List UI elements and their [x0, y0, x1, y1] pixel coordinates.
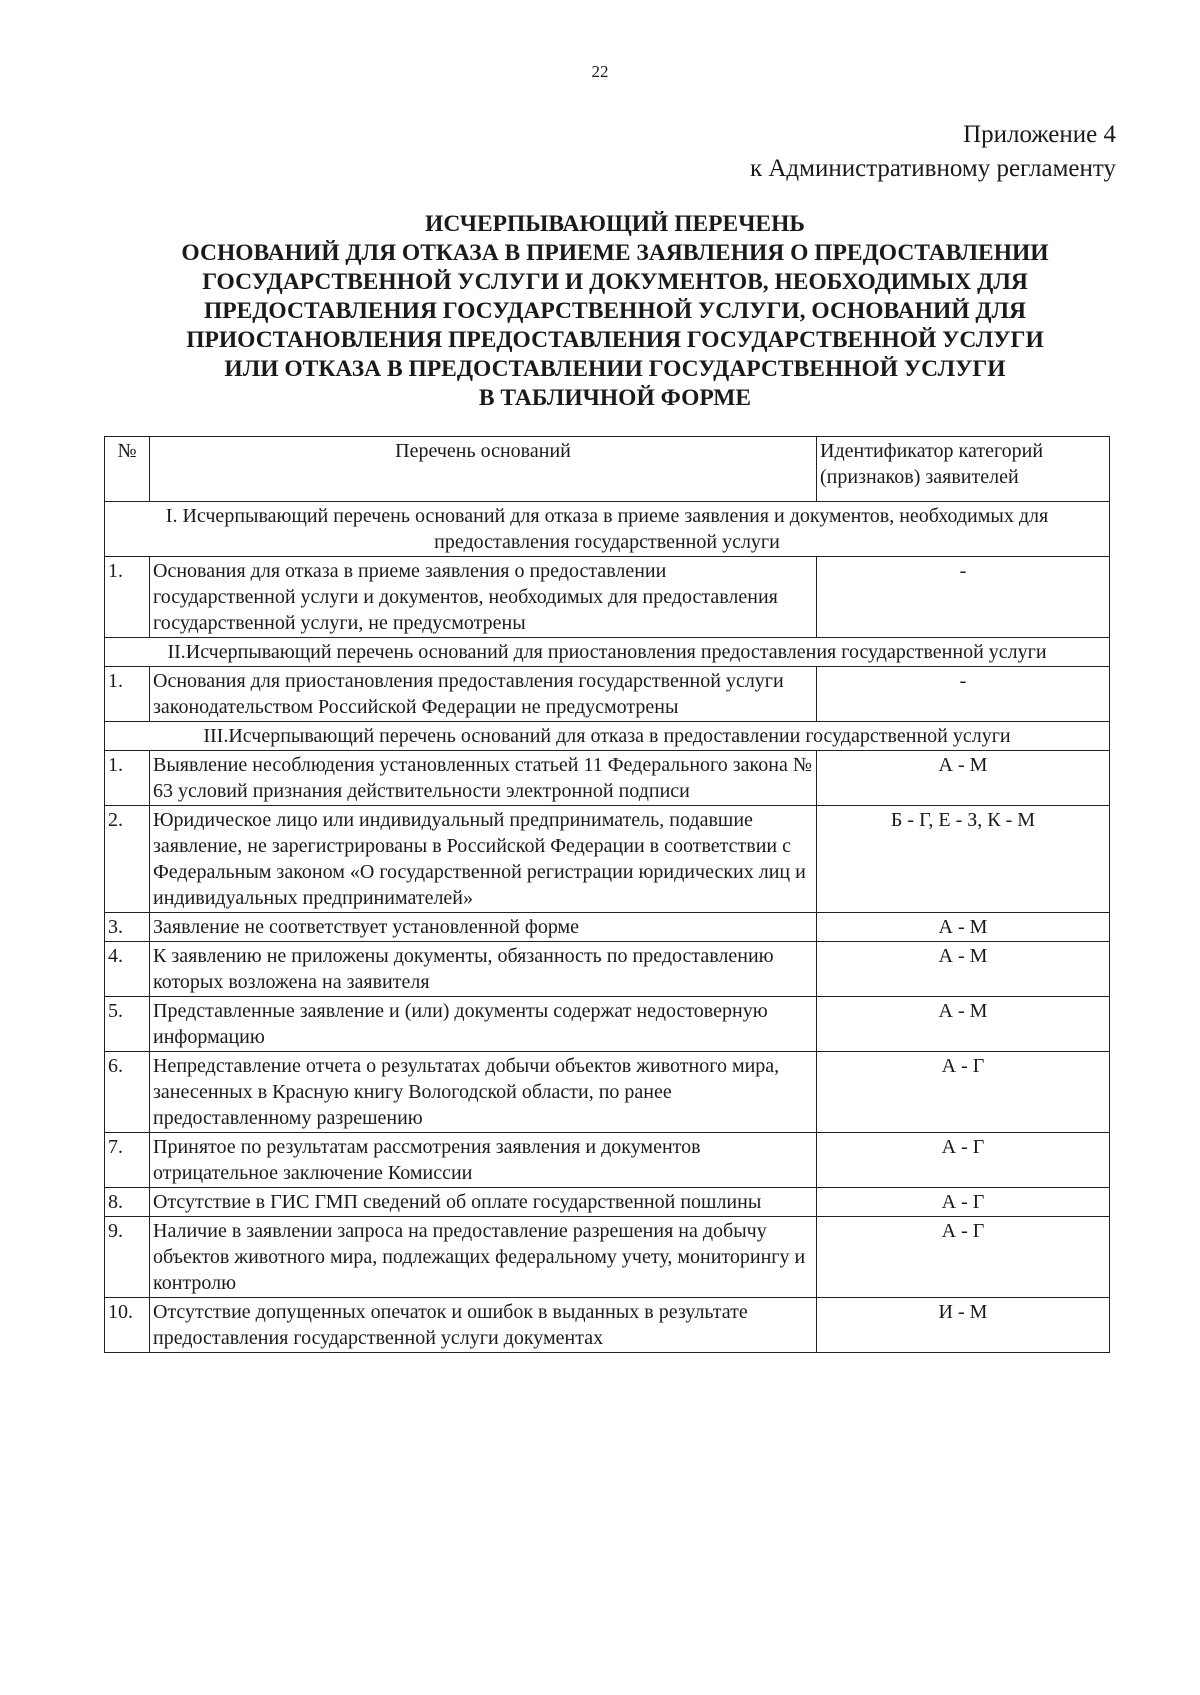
row-ids: А - Г: [817, 1052, 1110, 1133]
appendix-line-1: Приложение 4: [963, 121, 1116, 148]
row-num: 3.: [105, 913, 150, 942]
row-text: Заявление не соответствует установленной форме: [150, 913, 817, 942]
row-text: Юридическое лицо или индивидуальный предприниматель, подавшие заявление, не зарегистрированы в Российской Федерации в соответствии с Федеральным законом «О государственной регистрации юридических лиц и индивидуальных предпринимателей»: [150, 806, 817, 913]
row-num: 4.: [105, 942, 150, 997]
table-row: [105, 942, 1110, 997]
row-num: 1.: [105, 557, 150, 638]
row-ids: -: [817, 667, 1110, 722]
section-header-row: [105, 722, 1110, 751]
row-ids: А - М: [817, 751, 1110, 806]
row-text: Непредставление отчета о результатах добычи объектов животного мира, занесенных в Красную книгу Вологодской области, по ранее предоставленному разрешению: [150, 1052, 817, 1133]
row-ids: А - Г: [817, 1133, 1110, 1188]
row-num: 10.: [105, 1298, 150, 1353]
row-ids: Б - Г, Е - З, К - М: [817, 806, 1110, 913]
section-3-title: III.Исчерпывающий перечень оснований для отказа в предоставлении государственной услуги: [105, 722, 1110, 751]
appendix-heading: [750, 118, 1116, 186]
header-grounds: Перечень оснований: [150, 437, 817, 502]
row-text: Основания для отказа в приеме заявления о предоставлении государственной услуги и документов, необходимых для предоставления государственной услуги, не предусмотрены: [150, 557, 817, 638]
table-row: [105, 997, 1110, 1052]
section-header-row: [105, 638, 1110, 667]
table-header-row: [105, 437, 1110, 502]
row-num: 5.: [105, 997, 150, 1052]
header-num: №: [105, 437, 150, 502]
row-ids: А - М: [817, 997, 1110, 1052]
page-number: 22: [591, 62, 609, 81]
table-row: [105, 1052, 1110, 1133]
row-num: 6.: [105, 1052, 150, 1133]
title-line: ПРЕДОСТАВЛЕНИЯ ГОСУДАРСТВЕННОЙ УСЛУГИ, ОСНОВАНИЙ ДЛЯ: [203, 298, 1027, 324]
title-line: ИСЧЕРПЫВАЮЩИЙ ПЕРЕЧЕНЬ: [425, 211, 805, 237]
row-ids: А - М: [817, 913, 1110, 942]
row-num: 1.: [105, 667, 150, 722]
section-header-row: [105, 502, 1110, 557]
row-text: Основания для приостановления предоставления государственной услуги законодательством Российской Федерации не предусмотрены: [150, 667, 817, 722]
row-text: Выявление несоблюдения установленных статьей 11 Федерального закона № 63 условий признания действительности электронной подписи: [150, 751, 817, 806]
row-text: Наличие в заявлении запроса на предоставление разрешения на добычу объектов животного мира, подлежащих федеральному учету, мониторингу и контролю: [150, 1217, 817, 1298]
table-row: [105, 667, 1110, 722]
table-row: [105, 1298, 1110, 1353]
appendix-line-2: к Административному регламенту: [749, 155, 1116, 182]
table-row: [105, 751, 1110, 806]
row-ids: А - Г: [817, 1217, 1110, 1298]
row-text: Отсутствие допущенных опечаток и ошибок в выданных в результате предоставления государственной услуги документах: [150, 1298, 817, 1353]
row-num: 1.: [105, 751, 150, 806]
row-ids: -: [817, 557, 1110, 638]
row-ids: И - М: [817, 1298, 1110, 1353]
row-num: 7.: [105, 1133, 150, 1188]
section-2-title: II.Исчерпывающий перечень оснований для приостановления предоставления государственной услуги: [105, 638, 1110, 667]
table-row: [105, 913, 1110, 942]
table-row: [105, 1133, 1110, 1188]
header-ids: Идентификатор категорий (признаков) заявителей: [817, 437, 1110, 502]
row-num: 8.: [105, 1188, 150, 1217]
row-text: Принятое по результатам рассмотрения заявления и документов отрицательное заключение Комиссии: [150, 1133, 817, 1188]
title-line: ОСНОВАНИЙ ДЛЯ ОТКАЗА В ПРИЕМЕ ЗАЯВЛЕНИЯ О ПРЕДОСТАВЛЕНИИ: [181, 240, 1049, 266]
section-1-title: I. Исчерпывающий перечень оснований для отказа в приеме заявления и документов, необходимых для предоставления государственной услуги: [105, 502, 1110, 557]
row-text: К заявлению не приложены документы, обязанность по предоставлению которых возложена на заявителя: [150, 942, 817, 997]
row-ids: А - Г: [817, 1188, 1110, 1217]
table-row: [105, 806, 1110, 913]
table-row: [105, 1188, 1110, 1217]
title-line: ПРИОСТАНОВЛЕНИЯ ПРЕДОСТАВЛЕНИЯ ГОСУДАРСТВЕННОЙ УСЛУГИ: [186, 327, 1044, 353]
title-line: В ТАБЛИЧНОЙ ФОРМЕ: [478, 385, 752, 411]
table-row: [105, 1217, 1110, 1298]
row-num: 9.: [105, 1217, 150, 1298]
grounds-table: [104, 436, 1110, 1353]
title-line: ГОСУДАРСТВЕННОЙ УСЛУГИ И ДОКУМЕНТОВ, НЕОБХОДИМЫХ ДЛЯ: [202, 269, 1028, 295]
row-num: 2.: [105, 806, 150, 913]
row-text: Представленные заявление и (или) документы содержат недостоверную информацию: [150, 997, 817, 1052]
table-row: [105, 557, 1110, 638]
document-title: [120, 210, 1110, 413]
row-ids: А - М: [817, 942, 1110, 997]
row-text: Отсутствие в ГИС ГМП сведений об оплате государственной пошлины: [150, 1188, 817, 1217]
title-line: ИЛИ ОТКАЗА В ПРЕДОСТАВЛЕНИИ ГОСУДАРСТВЕННОЙ УСЛУГИ: [224, 356, 1006, 382]
